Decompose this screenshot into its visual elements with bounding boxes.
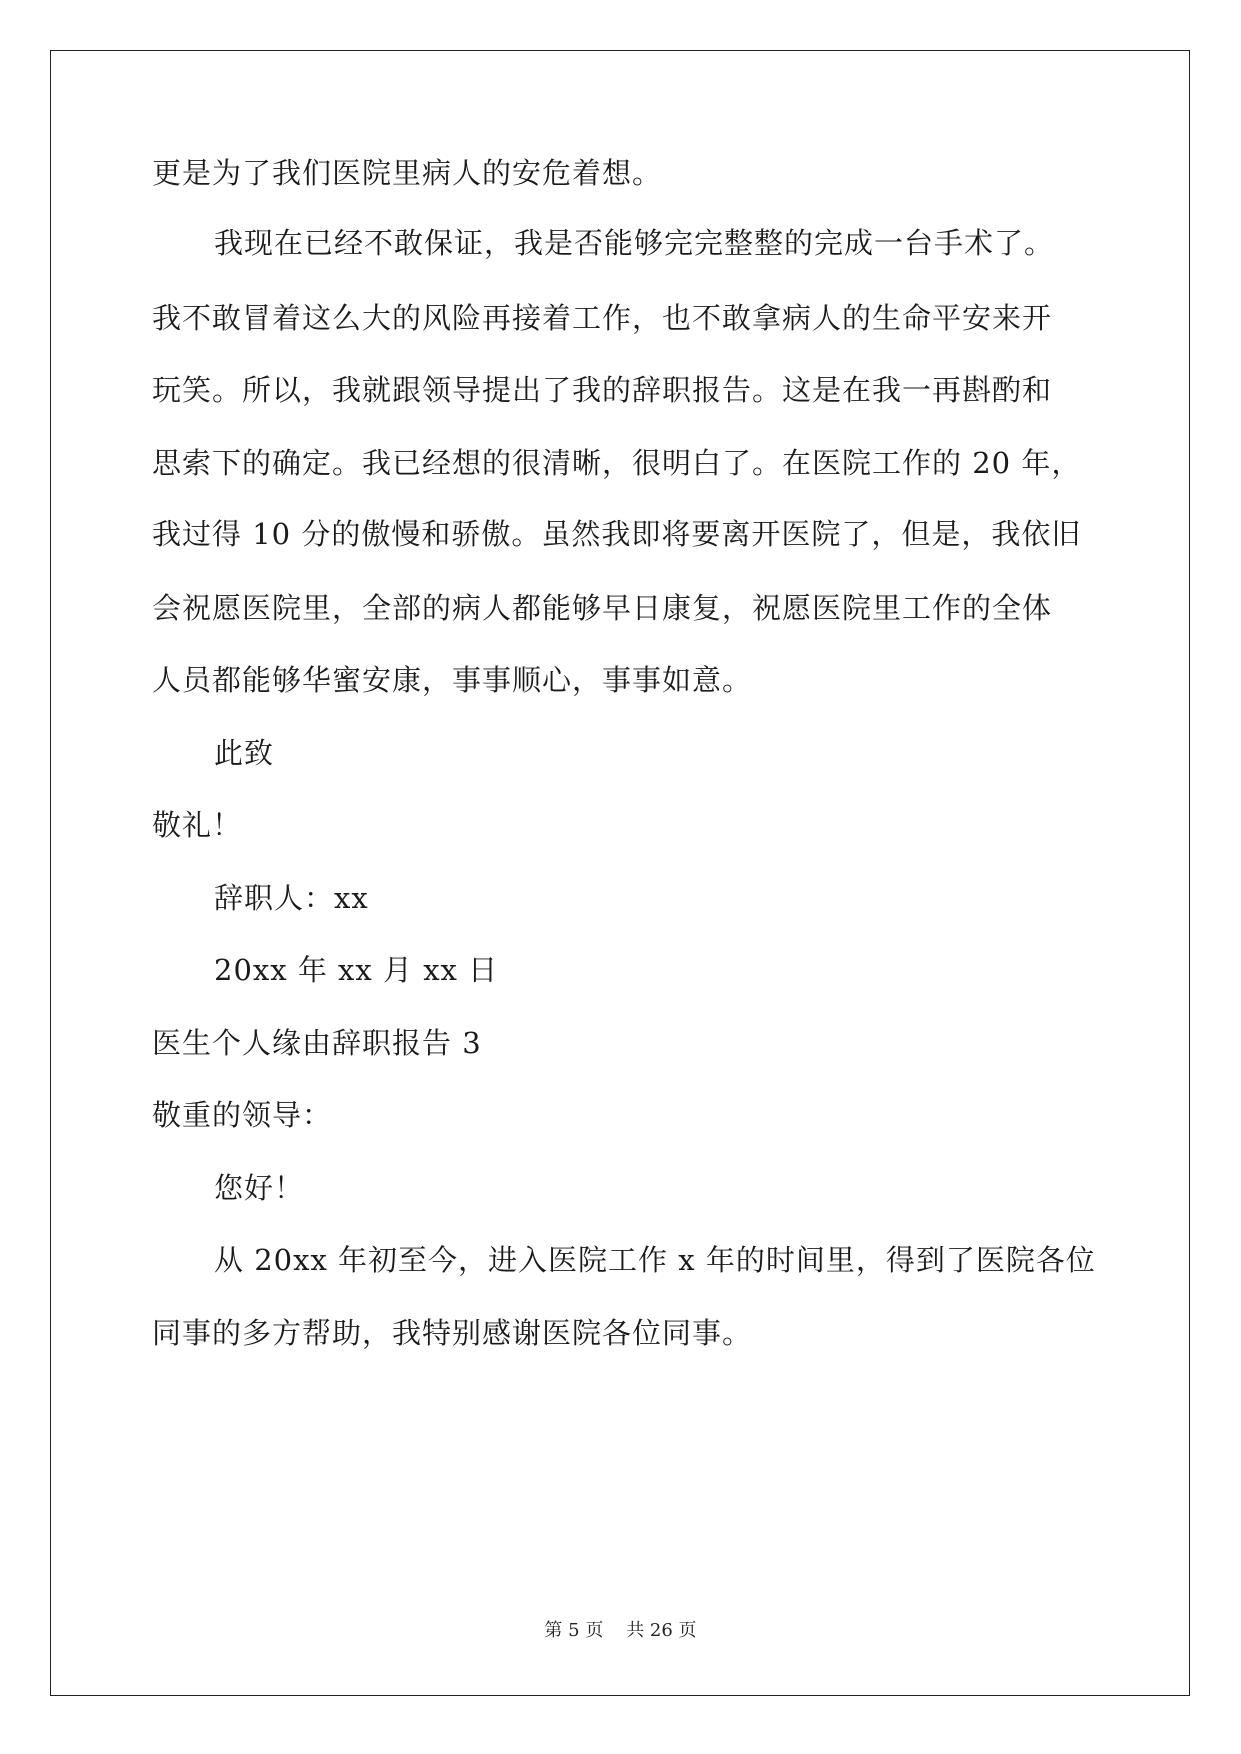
paragraph-line: 我现在已经不敢保证，我是否能够完完整整的完成一台手术了。 bbox=[214, 226, 1055, 260]
paragraph-line: 我过得 10 分的傲慢和骄傲。虽然我即将要离开医院了，但是，我依旧 bbox=[152, 517, 1082, 551]
page-number: 第 5 页 共 26 页 bbox=[544, 1620, 697, 1641]
paragraph-line: 我不敢冒着这么大的风险再接着工作，也不敢拿病人的生命平安来开 bbox=[152, 301, 1053, 335]
addressee-line: 敬重的领导： bbox=[152, 1098, 333, 1132]
section-heading: 医生个人缘由辞职报告 3 bbox=[152, 1026, 482, 1060]
salutation-regards: 敬礼！ bbox=[152, 808, 243, 842]
paragraph-line: 更是为了我们医院里病人的安危着想。 bbox=[152, 156, 663, 190]
salutation-closing: 此致 bbox=[214, 736, 275, 770]
paragraph-line: 会祝愿医院里，全部的病人都能够早日康复，祝愿医院里工作的全体 bbox=[152, 591, 1053, 625]
paragraph-line: 玩笑。所以，我就跟领导提出了我的辞职报告。这是在我一再斟酌和 bbox=[152, 373, 1053, 407]
paragraph-line: 思索下的确定。我已经想的很清晰，很明白了。在医院工作的 20 年， bbox=[152, 446, 1082, 480]
paragraph-line: 从 20xx 年初至今，进入医院工作 x 年的时间里，得到了医院各位 bbox=[214, 1243, 1096, 1277]
greeting-line: 您好！ bbox=[214, 1171, 305, 1205]
paragraph-line: 同事的多方帮助，我特别感谢医院各位同事。 bbox=[152, 1316, 753, 1350]
signature-line: 辞职人：xx bbox=[214, 881, 369, 915]
paragraph-line: 人员都能够华蜜安康，事事顺心，事事如意。 bbox=[152, 663, 753, 697]
page-border bbox=[50, 50, 1190, 1696]
date-line: 20xx 年 xx 月 xx 日 bbox=[214, 953, 499, 987]
